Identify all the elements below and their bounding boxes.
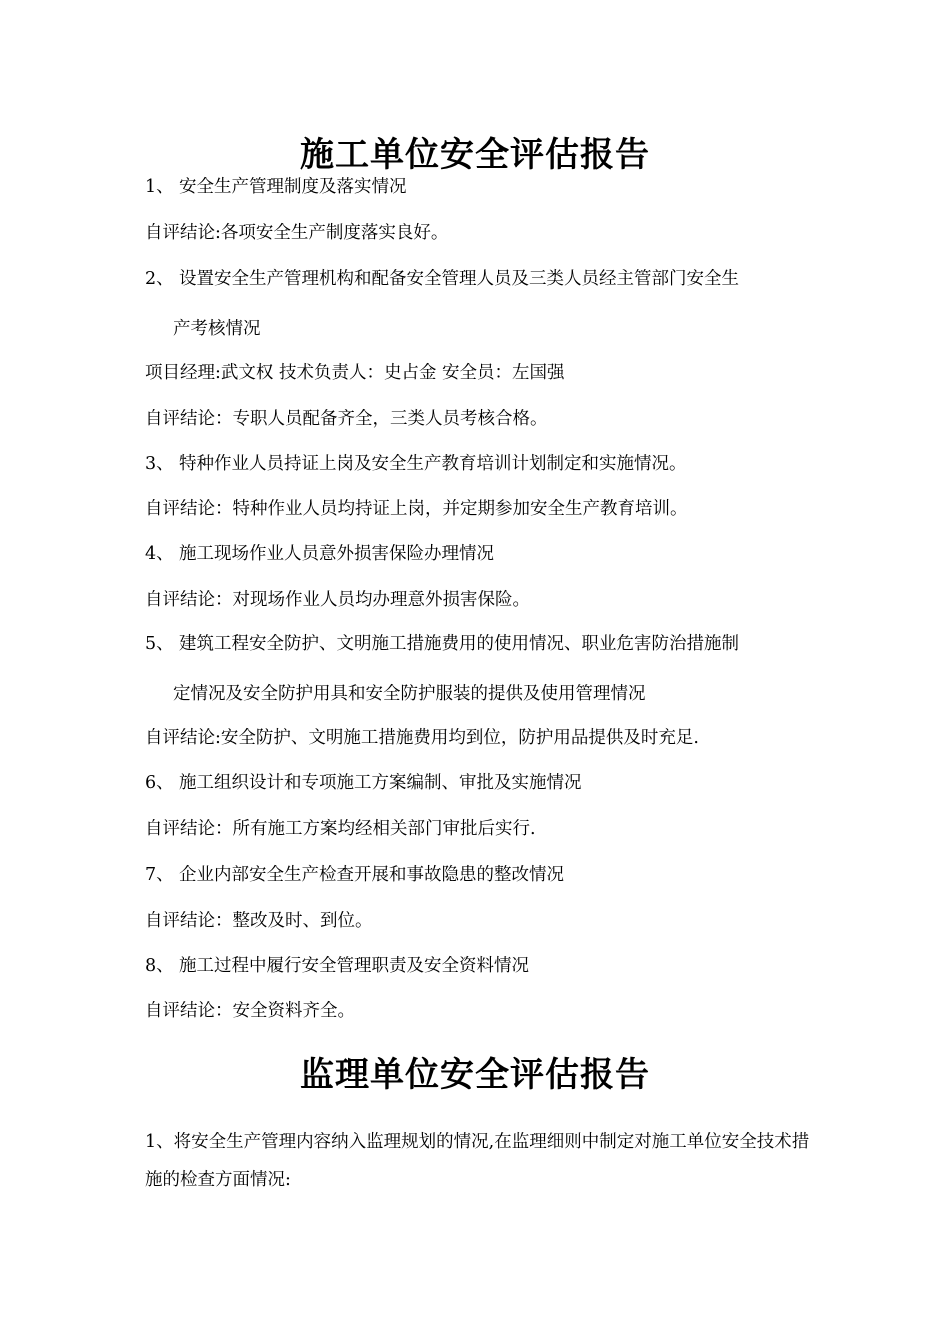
item-heading-text: 施工组织设计和专项施工方案编制、审批及实施情况 — [179, 773, 582, 793]
item-3-heading — [145, 453, 687, 475]
item-5-heading — [145, 633, 739, 655]
item-1-conclusion: 自评结论:各项安全生产制度落实良好。 — [145, 223, 449, 243]
item-heading-text: 安全生产管理制度及落实情况 — [179, 177, 407, 197]
item-number: 7、 — [145, 865, 174, 885]
section1-title: 施工单位安全评估报告 — [300, 135, 650, 175]
item-number: 5、 — [145, 634, 174, 654]
item-4-conclusion: 自评结论：对现场作业人员均办理意外损害保险。 — [145, 590, 530, 610]
item-2-conclusion: 自评结论：专职人员配备齐全，三类人员考核合格。 — [145, 409, 548, 429]
item-number: 2、 — [145, 269, 174, 289]
item-heading-text: 建筑工程安全防护、文明施工措施费用的使用情况、职业危害防治措施制 — [179, 634, 739, 654]
item-2-heading — [145, 268, 739, 290]
item-heading-text: 施工过程中履行安全管理职责及安全资料情况 — [179, 956, 529, 976]
section2-title: 监理单位安全评估报告 — [300, 1055, 650, 1095]
item-1-heading — [145, 176, 407, 198]
item-number: 4、 — [145, 544, 174, 564]
item-number: 3、 — [145, 454, 174, 474]
section2-item-1: 1、将安全生产管理内容纳入监理规划的情况,在监理细则中制定对施工单位安全技术措施的检查方面情况: — [145, 1132, 810, 1190]
item-6-conclusion: 自评结论：所有施工方案均经相关部门审批后实行. — [145, 819, 536, 839]
item-7-heading — [145, 864, 564, 886]
item-3-conclusion: 自评结论：特种作业人员均持证上岗，并定期参加安全生产教育培训。 — [145, 499, 688, 519]
item-7-conclusion: 自评结论：整改及时、到位。 — [145, 911, 373, 931]
item-4-heading — [145, 543, 494, 565]
item-2-heading-continued: 产考核情况 — [173, 319, 261, 339]
item-number: 6、 — [145, 773, 174, 793]
item-number: 8、 — [145, 956, 174, 976]
item-number: 1、 — [145, 177, 174, 197]
item-8-heading — [145, 955, 529, 977]
item-2-staff: 项目经理:武文权 技术负责人：史占金 安全员：左国强 — [145, 363, 565, 383]
item-5-conclusion: 自评结论:安全防护、文明施工措施费用均到位，防护用品提供及时充足. — [145, 728, 699, 748]
item-heading-text: 特种作业人员持证上岗及安全生产教育培训计划制定和实施情况。 — [179, 454, 687, 474]
item-5-heading-continued: 定情况及安全防护用具和安全防护服装的提供及使用管理情况 — [173, 684, 646, 704]
item-8-conclusion: 自评结论：安全资料齐全。 — [145, 1001, 355, 1021]
item-heading-text: 企业内部安全生产检查开展和事故隐患的整改情况 — [179, 865, 564, 885]
item-heading-text: 施工现场作业人员意外损害保险办理情况 — [179, 544, 494, 564]
item-6-heading — [145, 772, 582, 794]
item-heading-text: 设置安全生产管理机构和配备安全管理人员及三类人员经主管部门安全生 — [179, 269, 739, 289]
